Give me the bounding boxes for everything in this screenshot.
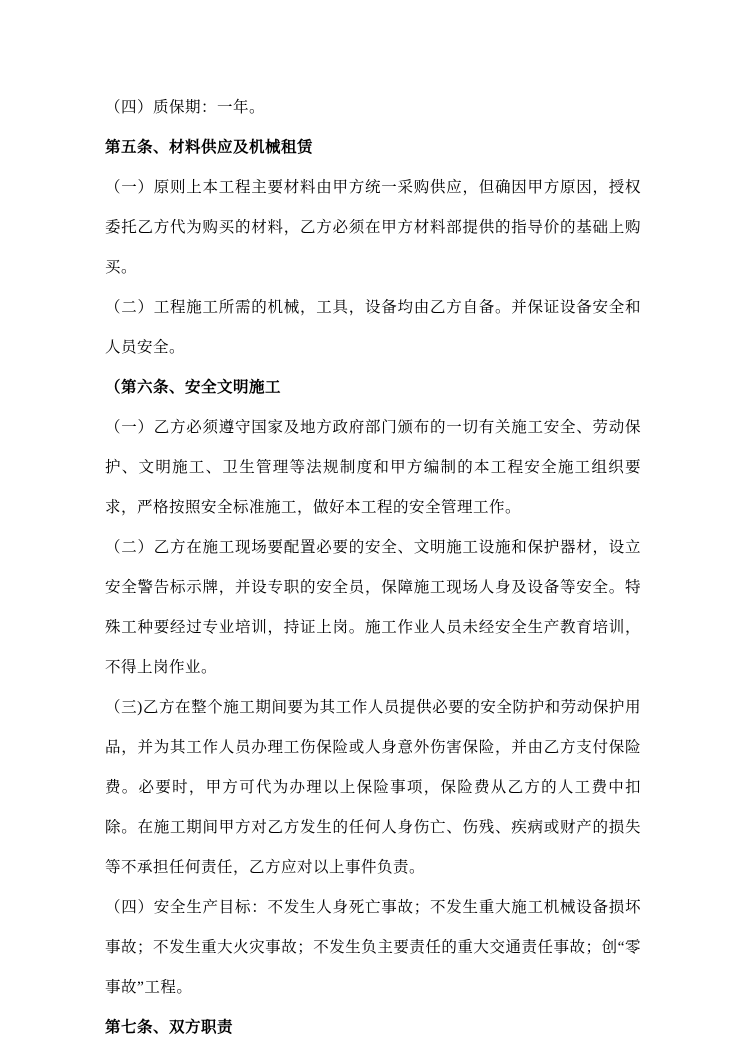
paragraph-article6-item3: （三)乙方在整个施工期间要为其工作人员提供必要的安全防护和劳动保护用品，并为其工作人员办理工伤保险或人身意外伤害保险，并由乙方支付保险费。必要时，甲方可代为办理以上保险事项，保险费从乙方的人工费中扣除。在施工期间甲方对乙方发生的任何人身伤亡、伤残、疾病或财产的损失等不承担任何责任，乙方应对以上事件负责。 [105,699,641,876]
paragraph-warranty-period: （四）质保期：一年。 [105,99,266,116]
paragraph-article6-item2: （二）乙方在施工现场要配置必要的安全、文明施工设施和保护器材，设立安全警告标示牌，并设专职的安全员，保障施工现场人身及设备等安全。特殊工种要经过专业培训，持证上岗。施工作业人员未经安全生产教育培训，不得上岗作业。 [105,539,641,676]
paragraph-article6-item1: （一）乙方必须遵守国家及地方政府部门颁布的一切有关施工安全、劳动保护、文明施工、卫生管理等法规制度和甲方编制的本工程安全施工组织要求，严格按照安全标准施工，做好本工程的安全管理工作。 [105,419,641,516]
paragraph-article5-item2: （二）工程施工所需的机械，工具，设备均由乙方自备。并保证设备安全和人员安全。 [105,299,641,356]
document-content [105,88,641,1048]
section-heading-article-6: （第六条、安全文明施工 [105,379,282,396]
paragraph-article5-item1: （一）原则上本工程主要材料由甲方统一采购供应，但确因甲方原因，授权委托乙方代为购买的材料，乙方必须在甲方材料部提供的指导价的基础上购买。 [105,179,641,276]
section-heading-article-7: 第七条、双方职责 [105,1019,234,1036]
section-heading-article-5: 第五条、材料供应及机械租赁 [105,139,314,156]
paragraph-article6-item4: （四）安全生产目标：不发生人身死亡事故；不发生重大施工机械设备损坏事故；不发生重大火灾事故；不发生负主要责任的重大交通责任事故；创“零事故”工程。 [105,899,641,996]
